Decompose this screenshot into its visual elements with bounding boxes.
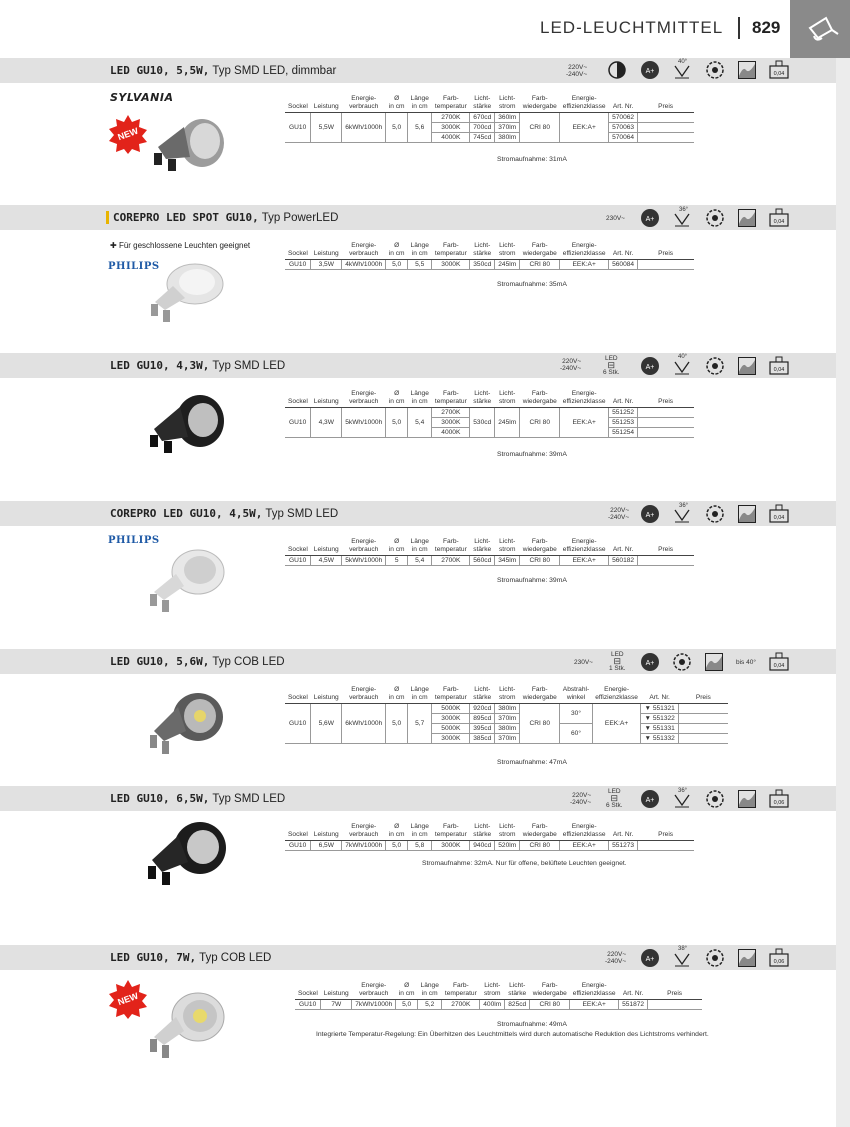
spec-table: Sockel Leistung Energie- verbrauch Ø in cm Länge in cm Farb- temperatur Licht- stärke Licht- strom Farb- wiedergabe Energie- effizienzklasse Art. Nr. Preis GU10 3,5W 4kWh/1000h 5,0 5,5 3000K 350cd 245lm CRI 80 EEK:A+ 560084 xyxy=(285,242,694,270)
table-row: GU10 3,5W 4kWh/1000h 5,0 5,5 3000K 350cd 245lm CRI 80 EEK:A+ 560084 xyxy=(285,260,694,270)
product-image xyxy=(150,113,230,183)
lifetime-icon xyxy=(705,60,725,80)
energy-saving-icon xyxy=(640,356,660,376)
col-header: Länge in cm xyxy=(408,95,432,113)
product-title: COREPRO LED SPOT GU10, Typ PowerLED xyxy=(106,211,338,224)
product-image xyxy=(140,820,230,900)
table-row: 3000K 895cd 370lm ▼ 551322 xyxy=(285,714,728,724)
brand-logo: PHILIPS xyxy=(108,535,160,546)
product-title: LED GU10, 5,6W, Typ COB LED xyxy=(110,655,285,668)
svg-text:0,06: 0,06 xyxy=(773,800,785,806)
angle-label: 40° xyxy=(678,354,688,360)
col-header: Leistung xyxy=(311,95,342,113)
svg-text:0,04: 0,04 xyxy=(773,367,785,373)
svg-text:A+: A+ xyxy=(645,68,655,75)
weight-icon xyxy=(769,355,789,375)
angle-label: bis 40° xyxy=(736,659,756,666)
energy-saving-icon xyxy=(640,504,660,524)
new-badge xyxy=(108,114,148,159)
energy-saving-icon xyxy=(640,789,660,809)
svg-text:NEW: NEW xyxy=(116,990,140,1008)
product-title: LED GU10, 7W, Typ COB LED xyxy=(110,951,272,964)
led-count-label: LED ⊟ 6 Stk. xyxy=(603,355,620,376)
angle-label: 38° xyxy=(678,946,688,952)
weight-icon xyxy=(769,503,789,523)
product-image xyxy=(140,393,230,463)
svg-text:A+: A+ xyxy=(645,660,655,667)
col-header: Licht- strom xyxy=(495,95,520,113)
col-header: Sockel xyxy=(285,95,311,113)
voltage-label: 220V~ -240V~ xyxy=(566,64,588,78)
spec-table: Sockel Leistung Energie- verbrauch Ø in cm Länge in cm Farb- temperatur Licht- strom Licht- stärke Farb- wiedergabe Energie- effizienzklasse Art. Nr. Preis GU10 7W 7kWh/1000h 5,0 5,2 2700K 400lm 825cd CRI 80 EEK:A+ 551872 xyxy=(295,982,702,1010)
weight-icon xyxy=(769,59,789,79)
power-consumption-note: Stromaufnahme: 47mA xyxy=(497,759,567,766)
brand-logo: PHILIPS xyxy=(108,261,160,272)
power-consumption-note: Stromaufnahme: 32mA. Nur für offene, belüftete Leuchten geeignet. xyxy=(422,860,627,867)
spec-table: Sockel Leistung Energie- verbrauch Ø in cm Länge in cm Farb- temperatur Licht- stärke Licht- strom Farb- wiedergabe Energie- effizienzklasse Art. Nr. Preis GU10 4,3W 5kWh/1000h 5,0 5,4 2700K 530cd 245lm CRI 80 EEK:A+ 551252 3000K 551253 4000K 551254 xyxy=(285,390,694,438)
col-header: Energie- verbrauch xyxy=(342,95,386,113)
light-spectrum-icon xyxy=(737,504,757,524)
product-image xyxy=(145,260,225,330)
svg-text:A+: A+ xyxy=(645,797,655,804)
power-consumption-note: Stromaufnahme: 39mA xyxy=(497,451,567,458)
plus-icon: ✚ xyxy=(110,241,119,250)
table-row: GU10 4,3W 5kWh/1000h 5,0 5,4 2700K 530cd 245lm CRI 80 EEK:A+ 551252 xyxy=(285,408,694,418)
power-consumption-note: Stromaufnahme: 49mA xyxy=(497,1021,567,1028)
svg-text:0,06: 0,06 xyxy=(773,959,785,965)
voltage-label: 230V~ xyxy=(574,659,593,666)
new-arrow-icon: ▼ xyxy=(644,725,653,732)
table-row: 3000K 385cd 370lm ▼ 551332 xyxy=(285,734,728,744)
dimmable-icon xyxy=(607,60,627,80)
table-row: 4000K 745cd 380lm 570064 xyxy=(285,133,694,143)
product-title: COREPRO LED GU10, 4,5W, Typ SMD LED xyxy=(110,507,339,520)
col-header: Ø in cm xyxy=(386,95,408,113)
col-header: Licht- stärke xyxy=(470,95,495,113)
suitability-note: ✚ Für geschlossene Leuchten geeignet xyxy=(110,241,251,250)
energy-saving-icon xyxy=(640,652,660,672)
svg-text:NEW: NEW xyxy=(116,125,140,143)
category-tab xyxy=(790,0,850,58)
temperature-control-note: Integrierte Temperatur-Regelung: Ein Überhitzen des Leuchtmittels wird durch automatische Reduktion des Lichtstroms verhindert. xyxy=(316,1031,709,1038)
lifetime-icon xyxy=(705,948,725,968)
header-divider xyxy=(738,17,740,39)
col-header: Energie- effizienzklasse xyxy=(560,95,609,113)
light-spectrum-icon xyxy=(737,60,757,80)
svg-text:A+: A+ xyxy=(645,216,655,223)
svg-text:A+: A+ xyxy=(645,364,655,371)
light-spectrum-icon xyxy=(737,208,757,228)
svg-text:0,04: 0,04 xyxy=(773,71,785,77)
angle-label: 36° xyxy=(678,788,688,794)
light-spectrum-icon xyxy=(737,789,757,809)
weight-icon xyxy=(769,788,789,808)
product-title: LED GU10, 4,3W, Typ SMD LED xyxy=(110,359,286,372)
led-count-label: LED ⊟ 6 Stk. xyxy=(606,788,623,809)
table-row: 5000K 395cd 380lm 60° ▼ 551331 xyxy=(285,724,728,734)
col-header: Farb- wiedergabe xyxy=(520,95,560,113)
new-arrow-icon: ▼ xyxy=(644,715,653,722)
svg-text:0,04: 0,04 xyxy=(773,663,785,669)
product-image xyxy=(140,546,230,626)
table-row: GU10 4,5W 5kWh/1000h 5 5,4 2700K 560cd 345lm CRI 80 EEK:A+ 560182 xyxy=(285,556,694,566)
voltage-label: 220V~ -240V~ xyxy=(570,792,592,806)
lifetime-icon xyxy=(705,208,725,228)
voltage-label: 230V~ xyxy=(606,215,625,222)
new-arrow-icon: ▼ xyxy=(644,735,653,742)
weight-icon xyxy=(769,947,789,967)
col-header: Farb- temperatur xyxy=(432,95,470,113)
angle-label: 40° xyxy=(678,59,688,65)
power-consumption-note: Stromaufnahme: 39mA xyxy=(497,577,567,584)
svg-text:A+: A+ xyxy=(645,956,655,963)
table-row: 4000K 551254 xyxy=(285,428,694,438)
power-consumption-note: Stromaufnahme: 35mA xyxy=(497,281,567,288)
voltage-label: 220V~ -240V~ xyxy=(605,951,627,965)
lamp-icon xyxy=(790,0,850,58)
svg-text:0,04: 0,04 xyxy=(773,515,785,521)
table-row: GU10 7W 7kWh/1000h 5,0 5,2 2700K 400lm 825cd CRI 80 EEK:A+ 551872 xyxy=(295,1000,702,1010)
table-row: 3000K 700cd 370lm 570063 xyxy=(285,123,694,133)
energy-saving-icon xyxy=(640,948,660,968)
energy-saving-icon xyxy=(640,60,660,80)
table-row: GU10 5,6W 6kWh/1000h 5,0 5,7 5000K 920cd 380lm CRI 80 30° EEK:A+ ▼ 551321 xyxy=(285,704,728,714)
product-title: LED GU10, 5,5W, Typ SMD LED, dimmbar xyxy=(110,64,337,77)
table-row: GU10 6,5W 7kWh/1000h 5,0 5,8 3000K 940cd 520lm CRI 80 EEK:A+ 551273 xyxy=(285,841,694,851)
col-header: Preis xyxy=(638,95,694,113)
weight-icon xyxy=(769,207,789,227)
page-section-title: LED-LEUCHTMITTEL xyxy=(540,18,724,37)
spec-table: Sockel Leistung Energie- verbrauch Ø in cm Länge in cm Farb- temperatur Licht- stärke Licht- strom Farb- wiedergabe Abstrahl- winkel Energie- effizienzklasse Art. Nr. Preis GU10 5,6W 6kWh/1000h 5,0 5,7 5000K 920cd 380lm CRI 80 30° EEK:A+ ▼ 551321 3000K 895cd 370lm ▼ 551322 5000K 395cd 380lm 60° ▼ 551331 3000K 385cd 370lm ▼ 551332 xyxy=(285,686,728,744)
brand-logo: SYLVANIA xyxy=(110,91,174,104)
voltage-label: 220V~ -240V~ xyxy=(560,358,582,372)
lifetime-icon xyxy=(705,789,725,809)
new-arrow-icon: ▼ xyxy=(644,705,653,712)
angle-label: 36° xyxy=(679,503,689,509)
power-consumption-note: Stromaufnahme: 31mA xyxy=(497,156,567,163)
lifetime-icon xyxy=(705,504,725,524)
spec-table: Sockel Leistung Energie- verbrauch Ø in cm Länge in cm Farb- temperatur Licht- stärke Licht- strom Farb- wiedergabe Energie- effizienzklasse Art. Nr. Preis GU10 4,5W 5kWh/1000h 5 5,4 2700K 560cd 345lm CRI 80 EEK:A+ 560182 xyxy=(285,538,694,566)
svg-text:A+: A+ xyxy=(645,512,655,519)
lifetime-icon xyxy=(672,652,692,672)
spec-table xyxy=(285,95,694,143)
light-spectrum-icon xyxy=(737,356,757,376)
spec-table: Sockel Leistung Energie- verbrauch Ø in cm Länge in cm Farb- temperatur Licht- stärke Licht- strom Farb- wiedergabe Energie- effizienzklasse Art. Nr. Preis GU10 6,5W 7kWh/1000h 5,0 5,8 3000K 940cd 520lm CRI 80 EEK:A+ 551273 xyxy=(285,823,694,851)
col-header: Art. Nr. xyxy=(609,95,638,113)
weight-icon xyxy=(769,651,789,671)
lifetime-icon xyxy=(705,356,725,376)
led-count-label: LED ⊟ 1 Stk. xyxy=(609,651,626,672)
light-spectrum-icon xyxy=(737,948,757,968)
light-spectrum-icon xyxy=(704,652,724,672)
svg-text:0,04: 0,04 xyxy=(773,219,785,225)
energy-saving-icon xyxy=(640,208,660,228)
product-image xyxy=(140,987,230,1072)
page-sidebar xyxy=(836,58,850,1127)
voltage-label: 220V~ -240V~ xyxy=(608,507,630,521)
table-row: 3000K 551253 xyxy=(285,418,694,428)
product-title: LED GU10, 6,5W, Typ SMD LED xyxy=(110,792,286,805)
product-image xyxy=(140,689,230,769)
page-number: 829 xyxy=(752,18,781,37)
angle-label: 36° xyxy=(679,207,689,213)
table-row: GU10 5,5W 6kWh/1000h 5,0 5,6 2700K 670cd 360lm CRI 80 EEK:A+ 570062 xyxy=(285,113,694,123)
